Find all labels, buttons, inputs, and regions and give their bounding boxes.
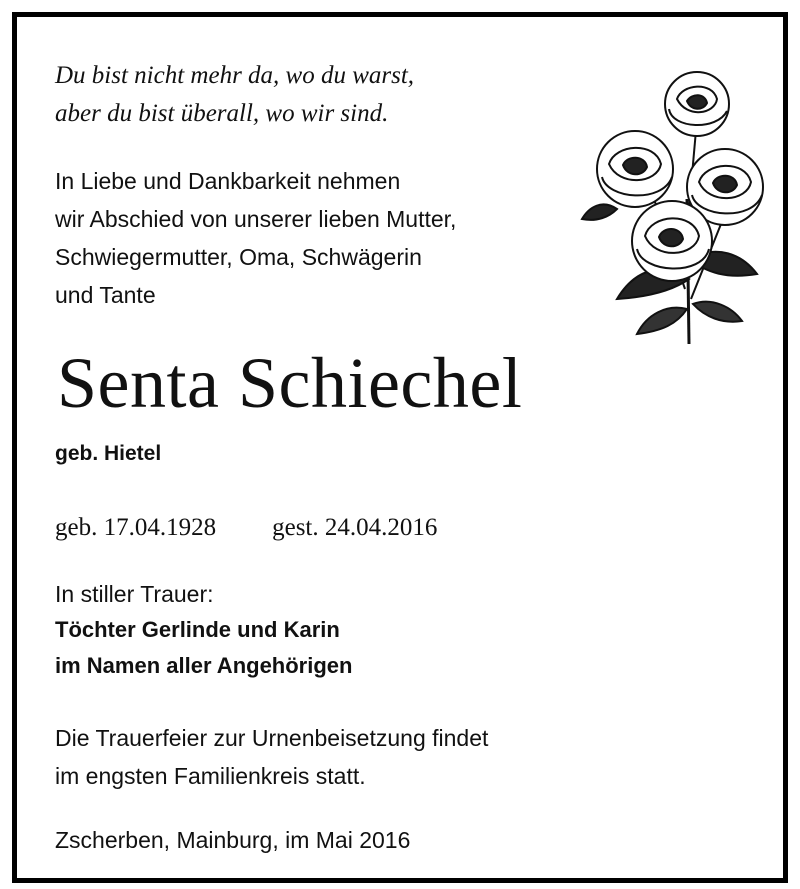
roses-icon xyxy=(577,59,767,349)
obituary-frame xyxy=(12,12,788,883)
ceremony-line: Die Trauerfeier zur Urnenbeisetzung findet xyxy=(55,725,489,751)
birth-date: geb. 17.04.1928 xyxy=(55,514,217,541)
intro-line: und Tante xyxy=(55,282,156,308)
intro-line: In Liebe und Dankbarkeit nehmen xyxy=(55,168,401,194)
deceased-name: Senta Schiechel xyxy=(57,343,523,423)
quote-line: Du bist nicht mehr da, wo du warst, xyxy=(55,62,415,89)
place-date: Zscherben, Mainburg, im Mai 2016 xyxy=(55,827,411,853)
intro-line: Schwiegermutter, Oma, Schwägerin xyxy=(55,244,422,270)
maiden-name: geb. Hietel xyxy=(55,442,162,465)
mourner-line: im Namen aller Angehörigen xyxy=(55,653,353,678)
ceremony-note xyxy=(55,719,488,795)
intro-line: wir Abschied von unserer lieben Mutter, xyxy=(55,206,457,232)
life-dates xyxy=(55,511,437,545)
quote-line: aber du bist überall, wo wir sind. xyxy=(55,100,389,127)
mourner-line: Töchter Gerlinde und Karin xyxy=(55,617,340,642)
mourners xyxy=(55,612,352,684)
death-date: gest. 24.04.2016 xyxy=(272,514,438,541)
mourning-label: In stiller Trauer: xyxy=(55,581,214,607)
quote xyxy=(55,57,414,133)
intro-text xyxy=(55,162,456,314)
ceremony-line: im engsten Familienkreis statt. xyxy=(55,763,366,789)
